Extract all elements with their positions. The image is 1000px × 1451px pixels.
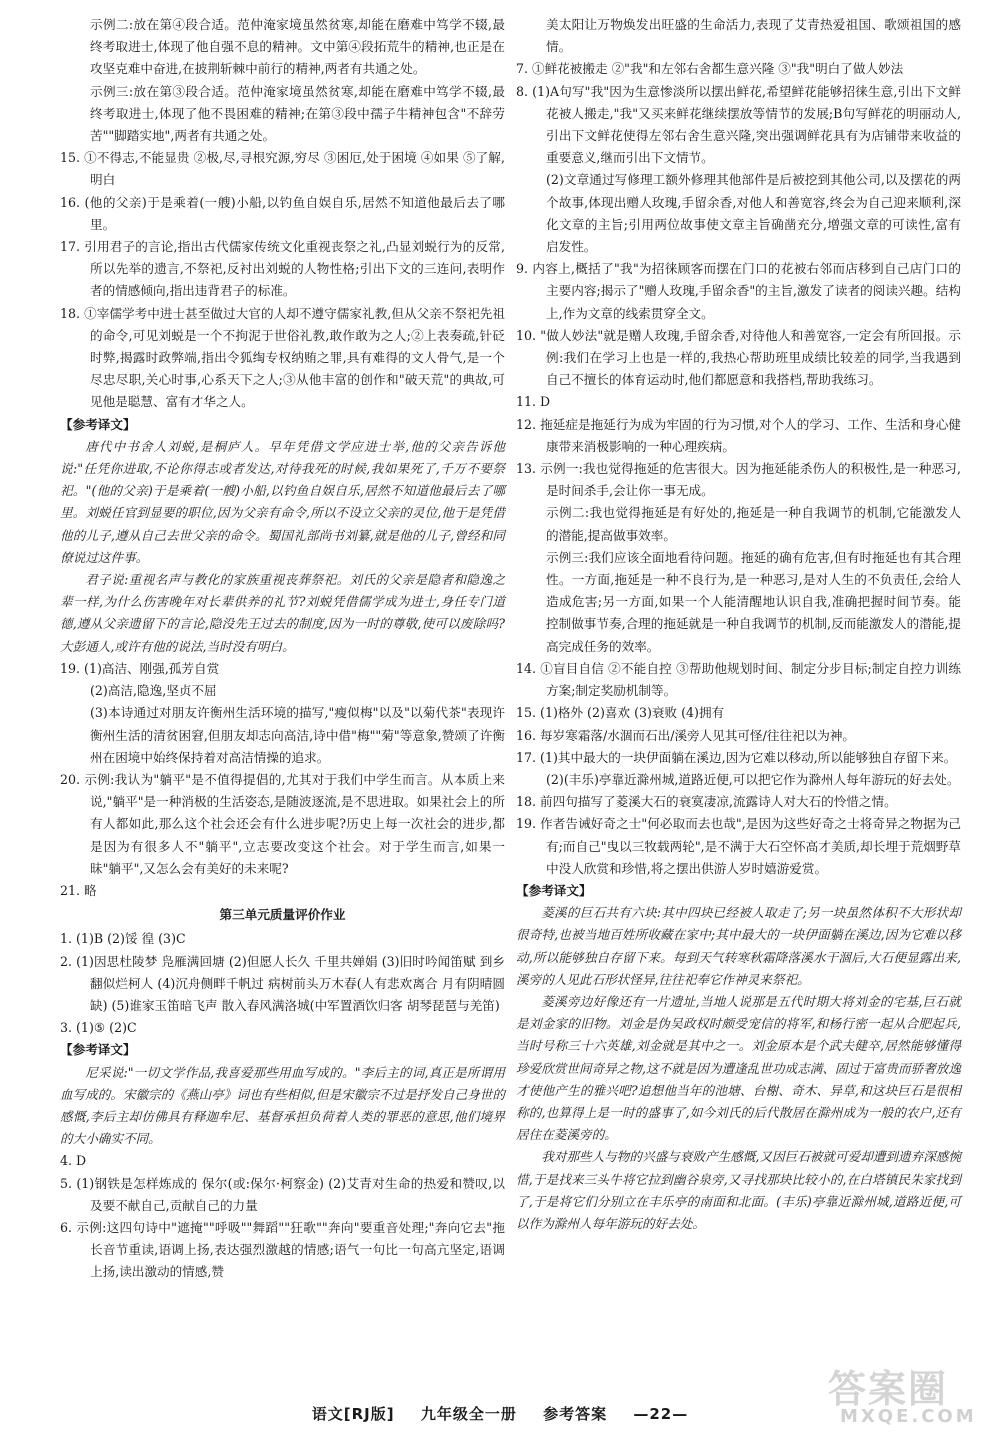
answer-paragraph: 示例三:我们应该全面地看待问题。拖延的确有危害,但有时拖延也有其合理性。一方面,拖延是一种不良行为,是一种恶习,是对人生的不负责任,会给人造成危害;另一方面,如果一个人能清醒地认识自我,准确把握时间节奏。能控制做事节奏,合理的拖延就是一种自我调节的机制,反而能激发人的潜能,提高完成任务的效率。 [546, 549, 962, 654]
answer-paragraph: (3)本诗通过对朋友许衡州生活环境的描写,"瘦似梅"以及"以菊代茶"表现许衡州生活的清贫困窘,但朋友却志向高洁,诗中借"梅""菊"等意象,赞颂了许衡州在困境中始终保持着对高洁情操的追求。 [90, 705, 505, 765]
translation-paragraph: 君子说:重视名声与教化的家族重视丧葬祭祀。刘氏的父亲是隐者和隐逸之辈一样,为什么伤害晚年对长辈供养的礼节?刘蜕凭借儒学成为进士,身任专门道德,遵从父亲遗留下的言论,隐没先王过去的制度,因为一时的尊敬,使可以废除吗?大彭通人,或许有他的说法,当时没有明白。 [60, 572, 505, 654]
answer-paragraph: 16. (他的父亲)于是乘着(一艘)小船,以钓鱼自娱自乐,居然不知道他最后去了哪里。 [60, 194, 505, 232]
right-column [516, 14, 961, 1235]
answer-paragraph: 21. 略 [60, 882, 97, 898]
answer-paragraph: 16. 每岁寒霜落/水涸而石出/溪旁人见其可怪/往往祀以为神。 [516, 727, 856, 743]
footer-section: 参考答案 [543, 1405, 608, 1423]
answer-paragraph: 示例二:我也觉得拖延是有好处的,拖延是一种自我调节的机制,它能激发人的潜能,提高做事效率。 [546, 505, 961, 543]
answer-paragraph: 6. 示例:这四句诗中"遮掩""呼吸""舞蹈""狂歌""奔向"要重音处理;"奔向它去"拖长音节重读,语调上扬,表达强烈激越的情感;语气一句比一句高亢坚定,语调上扬,读出激动的情感,赞 [60, 1219, 505, 1280]
answer-paragraph: 17. (1)其中最大的一块伊面躺在溪边,因为它难以移动,所以能够独自存留下来。 [516, 749, 957, 765]
answer-paragraph: 示例三:放在第③段合适。范仲淹家境虽然贫寒,却能在磨难中笃学不辍,最终考取进士,体现了他不畏困难的精神;在第③段中孺子牛精神包含"不辞劳苦""脚踏实地",两者有共通之处。 [90, 83, 505, 144]
translation-paragraph: 唐代中书舍人刘蜕,是桐庐人。早年凭借文学应进士举,他的父亲告诉他说:"任凭你进取,不论你得志或者发达,对待我死的时候,我如果死了,千万不要祭祀。"(他的父亲)于是乘着(一艘)小船,以钓鱼自娱自乐,居然不知道他最后去了哪里。刘蜕任官到显要的职位,因为父亲有命令,所以不设立父亲的灵位,他于是凭借他的儿子,遵从自己去世父亲的命令。蜀国礼部尚书刘纂,就是他的儿子,曾经和同僚说过这件事。 [60, 438, 505, 565]
footer-subject: 语文[RJ版] [311, 1405, 395, 1423]
watermark-logo [822, 1358, 977, 1438]
answer-paragraph: 15. (1)格外 (2)喜欢 (3)衰败 (4)拥有 [516, 705, 725, 721]
answer-paragraph: 8. (1)A句写"我"因为生意惨淡所以摆出鲜花,希望鲜花能够招徕生意,引出下文鲜花被人搬走,"我"又买来鲜花继续摆放等情节的发展;B句写鲜花的明丽动人,引出下文鲜花使得左邻右舍生意兴隆,突出强调鲜花具有为店铺带来收益的重要意义,继而引出下文情节。 [516, 83, 961, 166]
left-column [60, 14, 505, 1284]
answer-paragraph: (2)高洁,隐逸,坚贞不屈 [90, 683, 217, 699]
answer-paragraph: 示例二:放在第④段合适。范仲淹家境虽然贫寒,却能在磨难中笃学不辍,最终考取进士,体现了他自强不息的精神。文中第④段拓荒牛的精神,也正是在攻坚克难中奋进,在披荆斩棘中前行的精神,两者有共通之处。 [90, 17, 505, 77]
answer-paragraph: 12. 拖延症是拖延行为成为牢固的行为习惯,对个人的学习、工作、生活和身心健康带来消极影响的一种心理疾病。 [516, 416, 961, 454]
answer-paragraph: (2)(丰乐)亭靠近滁州城,道路近便,可以把它作为滁州人每年游玩的好去处。 [546, 771, 960, 787]
translation-paragraph: 菱溪的巨石共有六块:其中四块已经被人取走了;另一块虽然体积不大形状却很奇特,也被当地百姓所收藏在家中;其中最大的一块伊面躺在溪边,因为它难以移动,所以能够独自存留下来。每到天气转寒秋霜降落溪水干涸后,大石便显露出来,溪旁的人见此石形状怪异,往往祀奉它作神灵来祭祀。 [516, 905, 961, 987]
answer-paragraph: 20. 示例:我认为"躺平"是不值得提倡的,尤其对于我们中学生而言。从本质上来说,"躺平"是一种消极的生活姿态,是随波逐流,是不思进取。如果社会上的所有人都如此,那么这个社会还会有什么进步呢?历史上每一次社会的进步,都是因为有很多人不"躺平",立志要改变这个社会。对于学生而言,如果一昧"躺平",又怎么会有美好的未来呢? [60, 771, 505, 876]
answer-paragraph: 4. D [60, 1153, 87, 1169]
answer-paragraph: 2. (1)因思杜陵梦 凫雁满回塘 (2)但愿人长久 千里共婵娟 (3)旧时吟闻笛赋 到乡翻似烂柯人 (4)沉舟侧畔千帆过 病树前头万木春(人有悲欢离合 月有阴晴圆缺) (5)谁家玉笛暗飞声 散入春风满洛城(中军置酒饮归客 胡琴琵琶与羌笛) [60, 953, 505, 1013]
answer-paragraph: 18. ①宰儒学考中进士甚至做过大官的人却不遵守儒家礼教,但从父亲不祭祀先祖的命令,可见刘蜕是一个不拘泥于世俗礼教,敢作敢为之人;②上表奏疏,针砭时弊,揭露时政弊端,指出令狐绹专权纳贿之罪,具有难得的文人骨气,是一个尽忠尽职,关心时事,心系天下之人;③从他丰富的创作和"破天荒"的典故,可见他是聪慧、富有才华之人。 [60, 305, 505, 410]
watermark-text: 答案圈 [828, 1367, 949, 1411]
answer-paragraph: 10. "做人妙法"就是赠人玫瑰,手留余香,对待他人和善宽容,一定会有所回报。示例:我们在学习上也是一样的,我热心帮助班里成绩比较差的同学,当我遇到自己不擅长的体育运动时,他们都愿意和我搭档,帮助我练习。 [516, 327, 961, 388]
footer-grade: 九年级全一册 [420, 1405, 517, 1423]
answer-paragraph: (2)文章通过写修理工额外修理其他部件是后被挖到其他公司,以及摆花的两个故事,体现出赠人玫瑰,手留余香,对他人和善宽容,终会为自己迎来顺利,深化文章的主旨;引用两位故事使文章主旨确凿充分,增强文章的可读性,富有启发性。 [546, 172, 961, 255]
translation-paragraph: 菱溪旁边好像还有一片遗址,当地人说那是五代时期大将刘金的宅基,巨石就是刘金家的旧物。刘金是伪吴政权时颇受宠信的将军,和杨行密一起从合肥起兵,当时号称三十六英雄,刘金就是其中之一。刘金原本是个武夫健卒,居然能够懂得珍爱欣赏世间奇异之物,这不就是因为遭逢乱世功成志满、固过于富贵而骄奢放逸才使他产生的雅兴吧?追想他当年的池塘、台榭、奇木、异草,和这块巨石是很相称的,也算得上是一时的盛事了,如今刘氏的后代散居在滁州成为一般的农户,还有居住在菱溪旁的。 [516, 993, 961, 1143]
answer-paragraph: 19. (1)高洁、刚强,孤芳自赏 [60, 660, 220, 676]
reference-translation-heading: 【参考译文】 [60, 416, 136, 432]
answer-paragraph: 17. 引用君子的言论,指出古代儒家传统文化重视丧祭之礼,凸显刘蜕行为的反常,所以先举的遗言,不祭祀,反衬出刘蜕的人物性格;引出下文的三连问,表明作者的情感倾向,指出违背君子的标准。 [60, 239, 505, 299]
answer-paragraph: 9. 内容上,概括了"我"为招徕顾客而摆在门口的花被右邻而店移到自己店门口的主要内容;揭示了"赠人玫瑰,手留余香"的主旨,激发了读者的阅读兴趣。结构上,作为文章的线索贯穿全文。 [516, 261, 961, 321]
answer-paragraph: 1. (1)B (2)馁 徨 (3)C [60, 931, 186, 947]
translation-paragraph: 尼采说:"一切文学作品,我喜爱那些用血写成的。"李后主的词,真正是所谓用血写成的。宋徽宗的《燕山亭》词也有些相似,但是宋徽宗不过是抒发自己身世的感慨,李后主却仿佛具有释迦牟尼、基督承担负荷着人类的罪恶的意思,他们境界的大小确实不同。 [60, 1064, 505, 1147]
answer-paragraph: 3. (1)⑤ (2)C [60, 1020, 137, 1036]
answer-paragraph: 15. ①不得志,不能显贵 ②极,尽,寻根究源,穷尽 ③困厄,处于困境 ④如果 ⑤了解,明白 [60, 150, 505, 188]
reference-translation-heading: 【参考译文】 [516, 882, 592, 898]
answer-paragraph: 11. D [516, 394, 551, 410]
translation-paragraph: 我对那些人与物的兴盛与衰败产生感慨,又因巨石被就可爱却遭到遗弃深感惋惜,于是找来三头牛将它拉到幽谷泉旁,又寻找那块比较小的,在白塔镇民朱家找到了,于是将它们分别立在丰乐亭的南面和北面。(丰乐)亭靠近滁州城,道路近便,可以作为滁州人每年游玩的好去处。 [516, 1149, 961, 1231]
answer-paragraph: 19. 作者告诫好奇之士"何必取而去也哉",是因为这些好奇之士将奇异之物据为己有;而自己"曳以三牧载两轮",是不满于大石空怀高才美质,却长埋于荒烟野草中没人欣赏和珍惜,将之摆出供游人岁时嬉游爱赏。 [516, 816, 961, 876]
footer-page-number: —22— [633, 1405, 689, 1423]
answer-paragraph: 美太阳让万物焕发出旺盛的生命活力,表现了艾青热爱祖国、歌颂祖国的感情。 [546, 17, 961, 55]
watermark-url: MXQE.COM [840, 1406, 977, 1427]
section-title: 第三单元质量评价作业 [219, 907, 346, 923]
reference-translation-heading: 【参考译文】 [60, 1042, 136, 1058]
answer-paragraph: 14. ①盲目自信 ②不能自控 ③帮助他规划时间、制定分步目标;制定自控力训练方案;制定奖励机制等。 [516, 660, 961, 699]
answer-paragraph: 13. 示例一:我也觉得拖延的危害很大。因为拖延能杀伤人的积极性,是一种恶习,是时间杀手,会让你一事无成。 [516, 461, 961, 499]
answer-paragraph: 18. 前四句描写了菱溪大石的衰寞凄凉,流露诗人对大石的怜惜之情。 [516, 794, 897, 810]
answer-paragraph: 5. (1)钢铁是怎样炼成的 保尔(或:保尔·柯察金) (2)艾青对生命的热爱和赞叹,以及要不献自己,贡献自己的力量 [60, 1175, 505, 1213]
answer-paragraph: 7. ①鲜花被搬走 ②"我"和左邻右舍都生意兴隆 ③"我"明白了做人妙法 [516, 61, 904, 77]
